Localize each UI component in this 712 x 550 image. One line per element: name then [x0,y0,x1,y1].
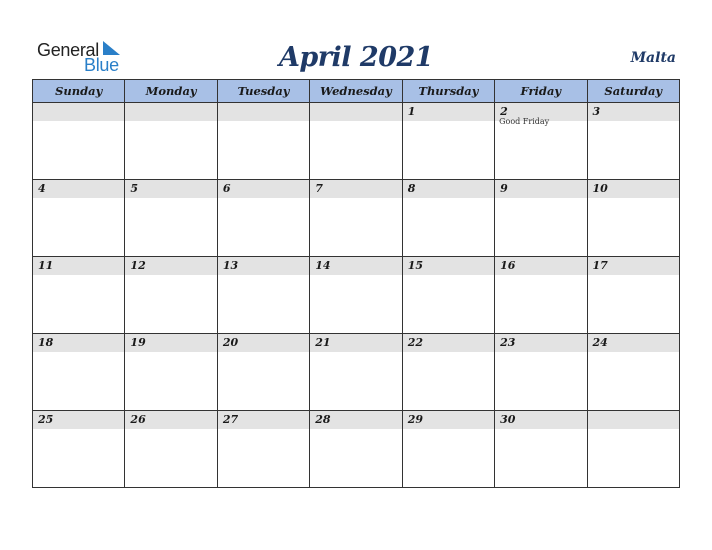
day-cell [125,411,217,488]
day-cell [587,180,679,257]
day-cell [33,411,125,488]
weekday-header-thursday: Thursday [402,80,494,103]
day-cell [310,257,402,334]
day-number: 13 [218,257,309,275]
day-cell [33,103,125,180]
day-number [588,411,679,429]
weekday-header-wednesday: Wednesday [310,80,402,103]
page-title: April 2021 [278,42,434,73]
logo-word-blue: Blue [84,55,119,75]
day-number: 16 [495,257,586,275]
day-number: 2 [495,103,586,121]
week-row [33,180,680,257]
day-number: 10 [588,180,679,198]
day-cell [402,411,494,488]
day-cell [33,180,125,257]
day-number: 20 [218,334,309,352]
week-row [33,334,680,411]
month-calendar [32,79,680,488]
day-cell [217,411,309,488]
weekday-header-saturday: Saturday [587,80,679,103]
day-cell [310,180,402,257]
day-cell [33,257,125,334]
day-number: 29 [403,411,494,429]
calendar-body [33,103,680,488]
day-number: 4 [33,180,124,198]
day-cell [402,334,494,411]
day-cell [125,180,217,257]
logo-word-general: General [37,40,99,60]
day-number [310,103,401,121]
day-cell [402,180,494,257]
day-number: 30 [495,411,586,429]
day-number: 23 [495,334,586,352]
day-cell [402,103,494,180]
day-number: 19 [125,334,216,352]
day-cell [217,334,309,411]
day-cell [217,103,309,180]
day-cell [495,411,587,488]
day-number: 26 [125,411,216,429]
weekday-header-row [33,80,680,103]
day-cell [402,257,494,334]
day-number: 28 [310,411,401,429]
weekday-header-friday: Friday [495,80,587,103]
day-cell [217,257,309,334]
day-cell [495,180,587,257]
day-number: 27 [218,411,309,429]
day-number: 14 [310,257,401,275]
day-number: 18 [33,334,124,352]
day-cell [310,103,402,180]
day-cell [587,334,679,411]
day-number: 12 [125,257,216,275]
day-number: 11 [33,257,124,275]
day-number: 5 [125,180,216,198]
weekday-header-sunday: Sunday [33,80,125,103]
day-cell [587,411,679,488]
day-number: 15 [403,257,494,275]
week-row [33,257,680,334]
day-number: 21 [310,334,401,352]
day-cell [587,103,679,180]
day-number: 3 [588,103,679,121]
day-cell [125,334,217,411]
day-cell [125,103,217,180]
day-cell [495,257,587,334]
holiday-label: Good Friday [499,117,550,126]
day-number: 22 [403,334,494,352]
day-number [33,103,124,121]
week-row [33,103,680,180]
day-cell [125,257,217,334]
day-cell [310,411,402,488]
day-number [218,103,309,121]
day-number: 9 [495,180,586,198]
day-cell [495,103,587,180]
country-label: Malta [630,50,676,66]
day-number: 7 [310,180,401,198]
day-cell [587,257,679,334]
day-number: 8 [403,180,494,198]
day-number: 25 [33,411,124,429]
weekday-header-tuesday: Tuesday [217,80,309,103]
week-row [33,411,680,488]
day-number [125,103,216,121]
day-cell [495,334,587,411]
day-cell [217,180,309,257]
day-cell [33,334,125,411]
day-number: 6 [218,180,309,198]
day-number: 1 [403,103,494,121]
day-number: 24 [588,334,679,352]
weekday-header-monday: Monday [125,80,217,103]
day-cell [310,334,402,411]
day-number: 17 [588,257,679,275]
